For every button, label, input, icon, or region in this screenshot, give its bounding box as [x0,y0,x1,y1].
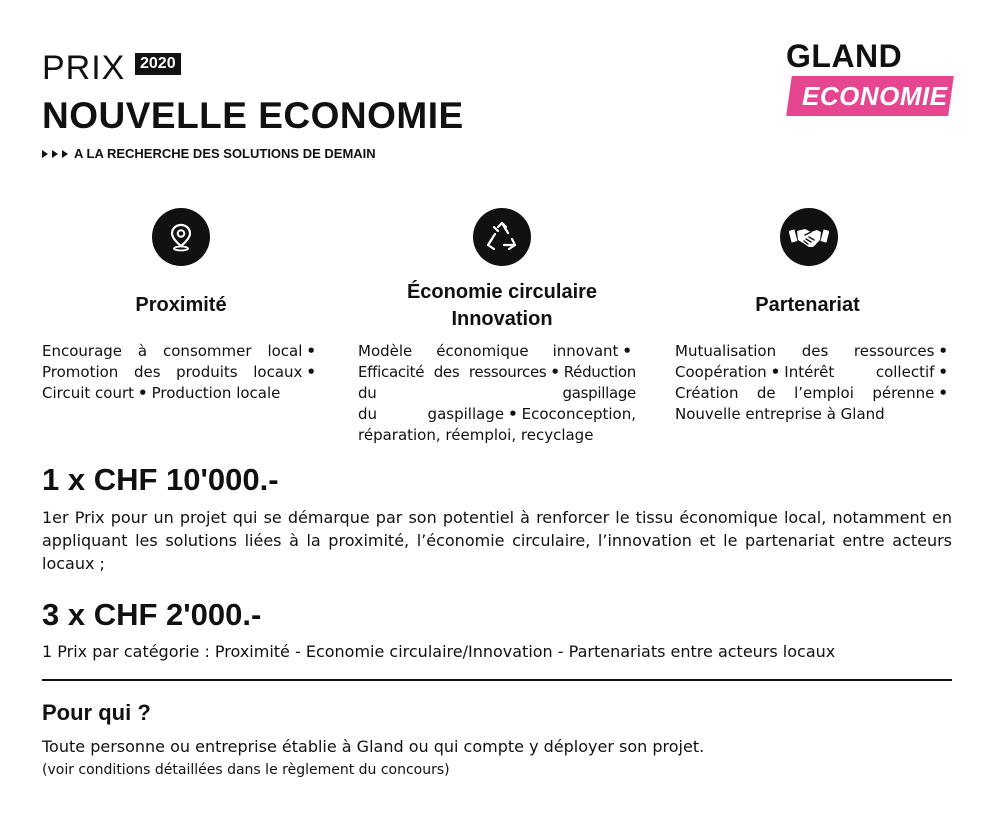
prize-description-first: 1er Prix pour un projet qui se démarque par son potentiel à renforcer le tissu économique local, notamment en appliquant les solutions liées à la proximité, l’économie circulaire, l’innovation et le partenariat entre acteurs locaux ; [42,508,952,573]
pillar-item: Création de l’emploi pérenne [675,384,935,402]
pillar-item: Encourage à consommer local [42,342,303,360]
pillar-title-proximite: Proximité [135,294,227,316]
divider [42,679,952,681]
recycle-icon [473,208,531,266]
pillar-item: Nouvelle entreprise à Gland [675,405,885,423]
pillar-title-economie [358,279,646,333]
logo-economie-text: ECONOMIE [802,81,948,111]
location-pin-icon [152,208,210,266]
handshake-icon [780,208,838,266]
pillar-item: du gaspillage [358,405,505,423]
pillar-item: Circuit court [42,384,135,402]
year-badge: 2020 [135,53,181,75]
logo-gland-text: GLAND [786,38,903,74]
pillar-item: réparation, réemploi, recyclage [358,426,594,444]
pillar-item: Production locale [151,384,281,402]
pillar-item: Promotion des produits locaux [42,363,303,381]
pillar-item: Intérêt collectif [784,363,935,381]
pillar-title-line: Innovation [451,308,553,330]
page-title: NOUVELLE ECONOMIE [42,95,464,136]
pillar-item: Coopération [675,363,767,381]
pillar-item: Efficacité des ressources [358,363,547,381]
pillar-item: Réduction du gaspillage [358,363,636,402]
pillar-item: Mutualisation des ressources [675,342,935,360]
eligibility-title: Pour qui ? [42,700,151,725]
pillar-title-line: Économie circulaire [406,281,598,303]
prix-label: PRIX [42,49,126,87]
eligibility-text: Toute personne ou entreprise établie à Gland ou qui compte y déployer son projet. [42,737,705,756]
pillar-text-proximite: Encourage à consommer local • Promotion des produits locaux • Circuit court • Production locale [42,342,316,402]
eligibility-note: (voir conditions détaillées dans le règlement du concours) [42,762,450,778]
pillar-text-economie: Modèle économique innovant • Efficacité des ressources • Réduction du gaspillage du gaspillage • Ecoconception, réparation, réemploi, recyclage [358,342,636,444]
prize-amount-category: 3 x CHF 2'000.- [42,597,262,632]
pillar-title-partenariat: Partenariat [755,294,860,316]
prize-amount-first: 1 x CHF 10'000.- [42,462,279,497]
prize-description-category: 1 Prix par catégorie : Proximité - Economie circulaire/Innovation - Partenariats entre acteurs locaux [42,642,836,661]
tagline-text: A LA RECHERCHE DES SOLUTIONS DE DEMAIN [74,146,376,161]
tagline [42,146,376,162]
pillar-text-partenariat: Mutualisation des ressources • Coopération • Intérêt collectif • Création de l’emploi pérenne • Nouvelle entreprise à Gland [675,342,948,423]
triple-arrow-icon [42,150,68,158]
pillar-item: Ecoconception, [521,405,636,423]
pillar-item: Modèle économique innovant [358,342,619,360]
